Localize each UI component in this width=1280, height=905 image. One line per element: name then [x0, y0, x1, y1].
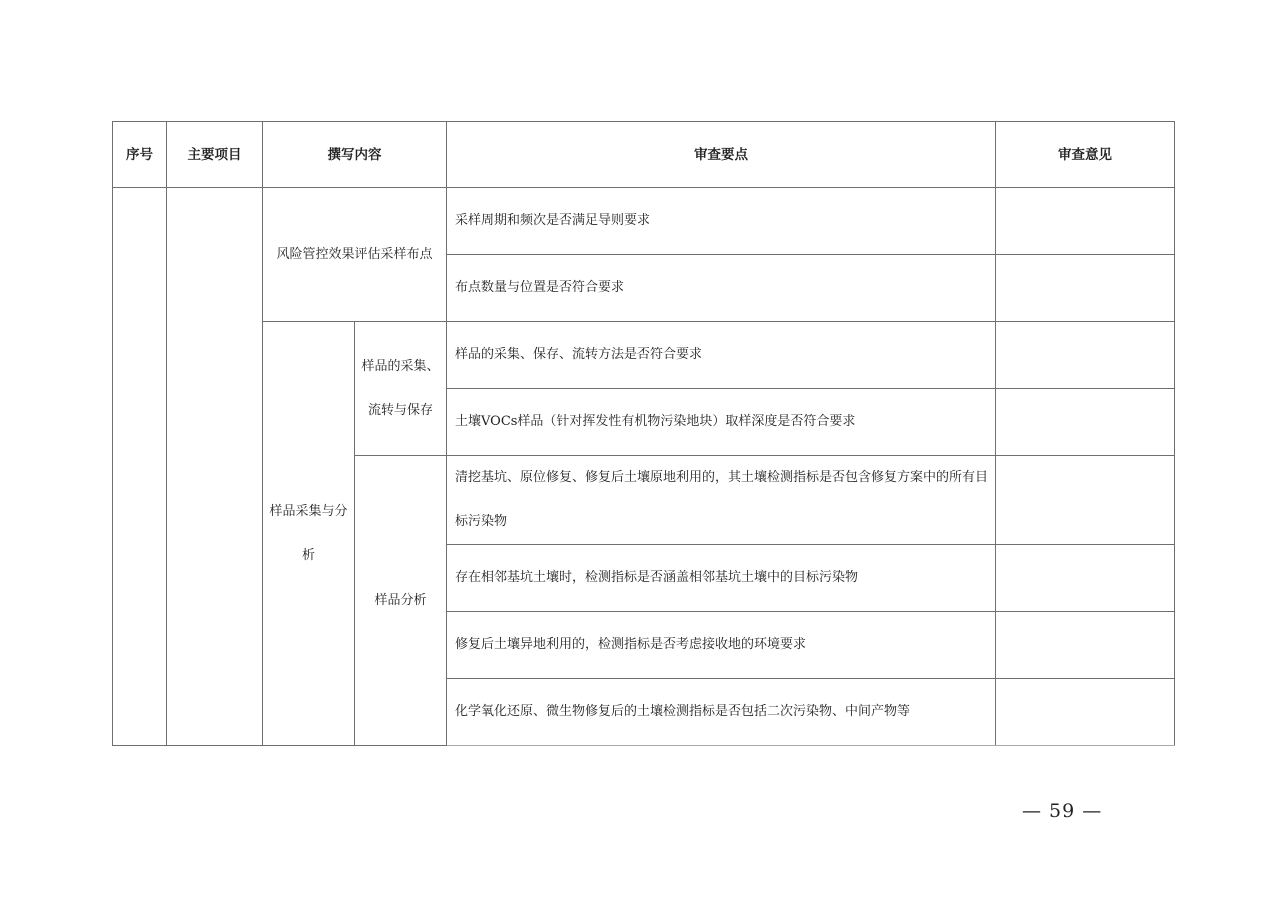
review-opinion-cell [996, 322, 1175, 389]
page-number: — 59 — [1022, 800, 1103, 822]
review-point: 化学氧化还原、微生物修复后的土壤检测指标是否包括二次污染物、中间产物等 [447, 679, 996, 746]
subcontent-cell [355, 322, 447, 456]
review-opinion-cell [996, 456, 1175, 545]
header-main-item: 主要项目 [167, 122, 263, 188]
review-opinion-cell [996, 612, 1175, 679]
review-point: 样品的采集、保存、流转方法是否符合要求 [447, 322, 996, 389]
review-opinion-cell [996, 255, 1175, 322]
review-point: 布点数量与位置是否符合要求 [447, 255, 996, 322]
table-row [113, 188, 1175, 255]
review-point: 采样周期和频次是否满足导则要求 [447, 188, 996, 255]
content-sampling-layout: 风险管控效果评估采样布点 [276, 246, 433, 262]
header-content: 撰写内容 [263, 122, 447, 188]
subcontent-sample-handling: 样品的采集、流转与保存 [361, 358, 440, 418]
header-index: 序号 [113, 122, 167, 188]
main-item-cell [167, 188, 263, 746]
review-table [112, 121, 1175, 746]
review-opinion-cell [996, 188, 1175, 255]
review-opinion-cell [996, 679, 1175, 746]
header-row [113, 122, 1175, 188]
content-cell [263, 322, 355, 746]
subcontent-sample-analysis: 样品分析 [374, 592, 427, 608]
header-review-opinion: 审查意见 [996, 122, 1175, 188]
header-review-points: 审查要点 [447, 122, 996, 188]
table-row [113, 322, 1175, 389]
content-sample-collection: 样品采集与分析 [269, 503, 348, 563]
review-opinion-cell [996, 545, 1175, 612]
review-point: 清挖基坑、原位修复、修复后土壤原地利用的，其土壤检测指标是否包含修复方案中的所有目标污染物 [447, 456, 996, 545]
review-opinion-cell [996, 389, 1175, 456]
review-point: 存在相邻基坑土壤时，检测指标是否涵盖相邻基坑土壤中的目标污染物 [447, 545, 996, 612]
review-point: 修复后土壤异地利用的，检测指标是否考虑接收地的环境要求 [447, 612, 996, 679]
content-cell [263, 188, 447, 322]
review-point: 土壤VOCs样品（针对挥发性有机物污染地块）取样深度是否符合要求 [447, 389, 996, 456]
subcontent-cell [355, 456, 447, 746]
index-cell [113, 188, 167, 746]
